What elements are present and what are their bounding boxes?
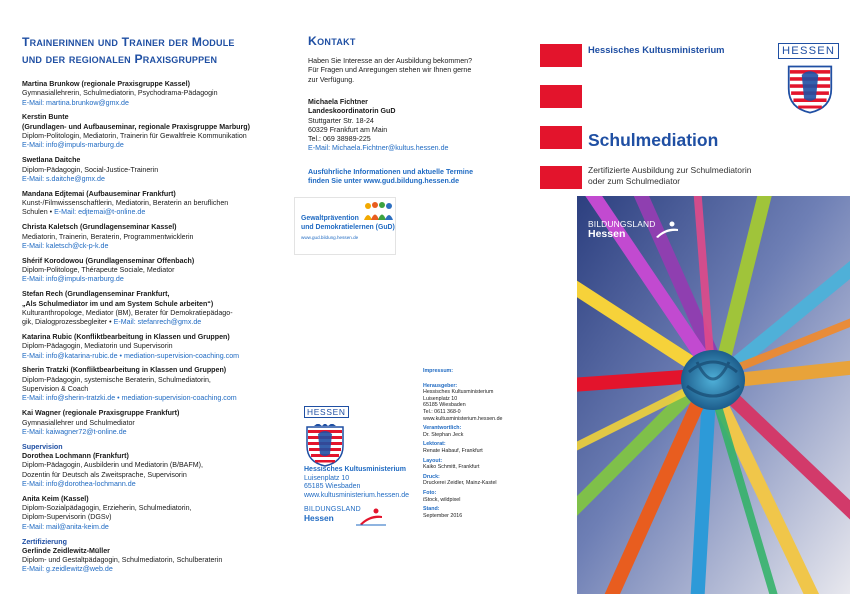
kontakt-role: Landeskoordinatorin GuD <box>308 107 396 116</box>
trainer-role-line <box>22 199 283 218</box>
zertifizierung-name: Gerlinde Zeidlewitz-Müller <box>22 546 110 555</box>
trainer-entry <box>22 223 283 251</box>
ministry-address-block <box>304 466 409 501</box>
hessen-lion-crest-icon <box>784 63 836 115</box>
hessen-lion-crest-icon <box>304 424 346 468</box>
cover-headline: Schulmediation <box>588 130 719 150</box>
impressum-label: Verantwortlich: <box>423 425 462 432</box>
kontakt-title: Kontakt <box>308 34 356 48</box>
impressum-label: Stand: <box>423 506 440 513</box>
trainer-email[interactable]: E-Mail: info@impuls-marburg.de <box>22 275 124 284</box>
trainer-role: Kunst-/Filmwissenschaftlerin, Mediatorin, Beraterin an beruflichen Schulen <box>22 199 229 217</box>
impressum-label: Foto: <box>423 489 437 496</box>
trainer-entry <box>22 333 283 361</box>
trainer-name: Katarina Rubic (Konfliktbearbeitung in Klassen und Gruppen) <box>22 332 230 341</box>
cover-ministry-name: Hessisches Kultusministerium <box>588 44 725 55</box>
trainer-entry <box>22 156 283 184</box>
red-stripe-3 <box>540 126 582 149</box>
gud-logo[interactable] <box>294 197 396 255</box>
impressum <box>423 368 553 522</box>
bildungsland-bottom-small: Hessen <box>304 513 334 523</box>
rope-knot-image <box>577 196 850 594</box>
red-stripe-2 <box>540 85 582 108</box>
trainer-entry <box>22 113 283 150</box>
trainer-name: Kai Wagner (regionale Praxisgruppe Frankfurt) <box>22 409 180 418</box>
hessen-logo-big <box>778 41 839 115</box>
trainer-role: Diplom-Pädagogin, Mediatorin und Supervisorin <box>22 342 173 351</box>
hessen-label-small: HESSEN <box>304 406 349 418</box>
supervisor-entry <box>22 495 283 532</box>
bildungsland-top-big: BILDUNGSLAND <box>588 219 656 229</box>
hessen-label-big: HESSEN <box>778 43 839 59</box>
kontakt-person: Michaela Fichtner <box>308 98 368 106</box>
trainer-entry <box>22 257 283 285</box>
gud-logo-text: Gewaltprävention und Demokratielernen (GuD) <box>301 215 395 231</box>
supervisor-role: Diplom-Pädagogin, Ausbilderin und Mediatorin (B/BAFM), Dozentin für Deutsch als Zweitsprache, Supervisorin <box>22 461 203 479</box>
kontakt-intro: Haben Sie Interesse an der Ausbildung bekommen? Für Fragen und Anregungen stehen wir Ihnen gerne zur Verfügung. <box>308 57 473 84</box>
trainer-role: Gymnasiallehrerin, Schulmediatorin, Psychodrama-Pädagogin <box>22 89 218 98</box>
trainer-role: Diplom-Pädagogin, Social-Justice-Trainerin <box>22 165 159 174</box>
impressum-label: Herausgeber: <box>423 382 458 389</box>
cover-subline: Zertifizierte Ausbildung zur Schulmediatorin oder zum Schulmediator <box>588 165 752 186</box>
trainer-email[interactable]: E-Mail: edjtemai@t-online.de <box>54 208 146 217</box>
supervisor-email[interactable]: E-Mail: mail@anita-keim.de <box>22 522 109 531</box>
trainer-email[interactable]: E-Mail: info@katarina-rubic.de • mediation-supervision-coaching.com <box>22 351 240 360</box>
kontakt-email[interactable]: E-Mail: Michaela.Fichtner@kultus.hessen.de <box>308 144 449 153</box>
trainer-role: Mediatorin, Trainerin, Beraterin, Programmentwicklerin <box>22 232 194 241</box>
ministry-name-back: Hessisches Kultusministerium <box>304 466 406 473</box>
trainer-name: Martina Brunkow (regionale Praxisgruppe Kassel) <box>22 80 190 88</box>
supervisor-email[interactable]: E-Mail: info@dorothea-lochmann.de <box>22 479 136 488</box>
impressum-value: Druckerei Zeidler, Mainz-Kastel <box>423 480 497 487</box>
zertifizierung-section <box>22 538 283 575</box>
impressum-label: Druck: <box>423 473 440 480</box>
trainer-name: Shérif Korodowou (Grundlagenseminar Offenbach) <box>22 256 195 265</box>
zertifizierung-role: Diplom- und Gestaltpädagogin, Schulmediatorin, Schulberaterin <box>22 556 223 565</box>
more-info-link[interactable]: Ausführliche Informationen und aktuelle Termine finden Sie unter www.gud.bildung.hessen.de <box>308 168 474 186</box>
trainer-email[interactable]: E-Mail: info@sherin-tratzki.de • mediation-supervision-coaching.com <box>22 394 237 403</box>
trainer-name: Christa Kaletsch (Grundlagenseminar Kassel) <box>22 223 177 232</box>
impressum-list <box>423 383 553 520</box>
trainer-name: Mandana Edjtemai (Aufbauseminar Frankfurt) <box>22 189 176 198</box>
trainer-role-line <box>22 309 283 328</box>
bildungsland-figure-icon <box>650 221 684 239</box>
kontakt-contact <box>308 98 448 154</box>
trainer-role: Diplom-Politologe, Thérapeute Sociale, Mediator <box>22 266 175 275</box>
trainers-title: Trainerinnen und Trainer der Module und der regionalen Praxisgruppen <box>22 35 235 66</box>
bildungsland-logo-big <box>588 220 656 240</box>
supervision-section <box>22 443 283 452</box>
zertifizierung-email[interactable]: E-Mail: g.zeidlewitz@web.de <box>22 565 113 574</box>
impressum-label: Lektorat: <box>423 441 446 448</box>
bildungsland-bottom-big: Hessen <box>588 228 626 240</box>
contact-panel <box>283 0 566 594</box>
kontakt-address: Stuttgarter Str. 18-24 60329 Frankfurt am Main Tel.: 069 38989-225 <box>308 116 388 144</box>
trainer-email[interactable]: E-Mail: kaletsch@ck-p-k.de <box>22 241 109 250</box>
bildungsland-top-small: BILDUNGSLAND <box>304 506 361 513</box>
trainer-email[interactable]: E-Mail: info@impuls-marburg.de <box>22 141 124 150</box>
trainer-role: Gymnasiallehrer und Schulmediator <box>22 418 135 427</box>
impressum-value: iStock, wildpixel <box>423 496 461 503</box>
trainer-email[interactable]: E-Mail: martina.brunkow@gmx.de <box>22 98 129 107</box>
supervision-heading: Supervision <box>22 442 63 451</box>
trainer-name: Stefan Rech (Grundlagenseminar Frankfurt, „Als Schulmediator im und am System Schule arbeiten“) <box>22 290 214 308</box>
gud-logo-url: www.gud.bildung.hessen.de <box>301 235 359 240</box>
ministry-address-back: Luisenplatz 10 65185 Wiesbaden www.kultusministerium.hessen.de <box>304 474 410 500</box>
supervision-list <box>22 452 283 532</box>
zertifizierung-heading: Zertifizierung <box>22 537 67 546</box>
trainer-entry <box>22 190 283 218</box>
trainer-role: Diplom-Pädagogin, systemische Beraterin, Schulmediatorin, Supervision & Coach <box>22 375 211 394</box>
impressum-value: Kaiko Schmitt, Frankfurt <box>423 464 480 471</box>
red-stripe-1 <box>540 44 582 67</box>
trainer-email[interactable]: E-Mail: stefanrech@gmx.de <box>113 318 202 327</box>
impressum-title: Impressum: <box>423 368 454 374</box>
trainer-email[interactable]: E-Mail: kaiwagner72@t-online.de <box>22 427 127 436</box>
bildungsland-logo-small <box>304 506 361 523</box>
trainer-entry <box>22 290 283 327</box>
trainer-name: Swetlana Daitche <box>22 156 81 165</box>
trainer-name: Kerstin Bunte (Grundlagen- und Aufbauseminar, regionale Praxisgruppe Marburg) <box>22 113 250 131</box>
bullet-separator: • <box>107 318 114 327</box>
trainer-entry <box>22 366 283 403</box>
trainer-entry <box>22 409 283 437</box>
trainers-panel <box>0 0 283 594</box>
trainer-entry <box>22 80 283 108</box>
cover-photo <box>577 196 850 594</box>
impressum-value: Renate Habauf, Frankfurt <box>423 447 483 454</box>
hessen-logo-small <box>304 402 349 468</box>
trainer-role: Kulturanthropologe, Mediator (BM), Berater für Demokratiepädago- gik, Dialogprozessbegleiter <box>22 308 233 327</box>
trainer-email[interactable]: E-Mail: s.daitche@gmx.de <box>22 174 105 183</box>
trainer-name: Sherin Tratzki (Konfliktbearbeitung in Klassen und Gruppen) <box>22 366 227 375</box>
bildungsland-figure-icon <box>356 508 386 526</box>
impressum-value: September 2016 <box>423 512 463 519</box>
bullet-separator: • <box>47 208 55 217</box>
supervisor-entry <box>22 452 283 489</box>
trainer-list <box>22 80 283 437</box>
impressum-value: Dr. Stephan Jeck <box>423 431 464 438</box>
impressum-label: Layout: <box>423 457 443 464</box>
supervisor-role: Diplom-Sozialpädagogin, Erzieherin, Schulmediatorin, Diplom-Supervisorin (DGSv) <box>22 504 192 522</box>
impressum-value: Hessisches Kultusministerium Luisenplatz 10 65185 Wiesbaden Tel.: 0611 368-0 www.kultusministerium.hessen.de <box>423 389 503 422</box>
red-stripe-4 <box>540 166 582 189</box>
supervisor-name: Anita Keim (Kassel) <box>22 494 89 503</box>
supervisor-name: Dorothea Lochmann (Frankfurt) <box>22 452 129 461</box>
trainer-role: Diplom-Politologin, Mediatorin, Trainerin für Gewaltfreie Kommunikation <box>22 132 247 141</box>
